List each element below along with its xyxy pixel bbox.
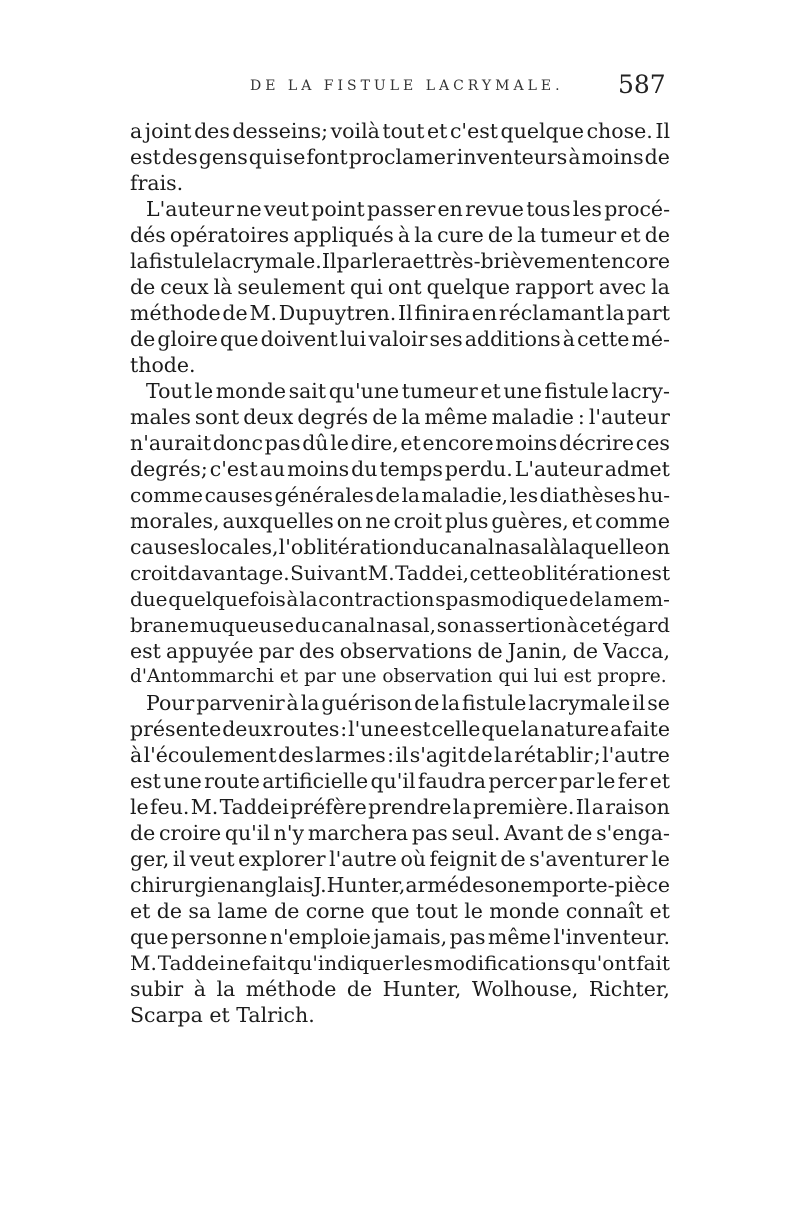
text-line: a joint des desseins; voilà tout et c'est quelque chose. Il xyxy=(130,119,670,143)
text-line: subir à la méthode de Hunter, Wolhouse, Richter, xyxy=(130,977,670,1001)
paragraph xyxy=(130,690,670,1028)
text-line: d'Antommarchi et par une observation qui lui est propre. xyxy=(130,666,667,687)
text-line: Pour parvenir à la guérison de la fistule lacrymale il se xyxy=(146,691,670,715)
text-line: L'auteur ne veut point passer en revue tous les procé- xyxy=(146,197,670,221)
page-number: 587 xyxy=(618,70,666,99)
text-line: males sont deux degrés de la même maladie : l'auteur xyxy=(130,405,670,429)
text-line: et de sa lame de corne que tout le monde connaît et xyxy=(130,899,670,923)
paragraph xyxy=(130,378,670,690)
text-line: Scarpa et Talrich. xyxy=(130,1003,315,1027)
text-line: de croire qu'il n'y marchera pas seul. Avant de s'enga- xyxy=(130,821,670,845)
text-line: ger, il veut explorer l'autre où feignit de s'aventurer le xyxy=(130,847,670,871)
paragraph xyxy=(130,196,670,378)
text-line: brane muqueuse du canal nasal, son assertion à cet égard xyxy=(130,613,670,637)
text-line: M. Taddei ne fait qu'indiquer les modifications qu'ont fait xyxy=(130,951,670,975)
text-line: présente deux routes : l'une est celle que la nature a faite xyxy=(130,717,670,741)
text-line: frais. xyxy=(130,171,184,195)
text-line: dés opératoires appliqués à la cure de la tumeur et de xyxy=(130,223,670,247)
text-line: que personne n'emploie jamais, pas même l'inventeur. xyxy=(130,925,670,949)
text-line: causes locales, l'oblitération du canal nasal à laquelle on xyxy=(130,535,670,559)
text-line: due quelquefois à la contraction spasmodique de la mem- xyxy=(130,587,670,611)
text-line: est une route artificielle qu'il faudra percer par le fer et xyxy=(130,769,670,793)
text-line: méthode de M. Dupuytren. Il finira en réclamant la part xyxy=(130,301,670,325)
text-line: chirurgien anglais J. Hunter, armé de son emporte-pièce xyxy=(130,873,670,897)
body-text xyxy=(130,118,670,1028)
paragraph xyxy=(130,118,670,196)
text-line: comme causes générales de la maladie, les diathèses hu- xyxy=(130,483,670,507)
text-line: morales, auxquelles on ne croit plus guères, et comme xyxy=(130,509,670,533)
text-line: croit davantage. Suivant M. Taddei, cette oblitération est xyxy=(130,561,670,585)
text-line: de gloire que doivent lui valoir ses additions à cette mé- xyxy=(130,327,670,351)
text-line: la fistule lacrymale. Il parlera et très-brièvement encore xyxy=(130,249,670,273)
text-line: n'aurait donc pas dû le dire, et encore moins décrire ces xyxy=(130,431,670,455)
text-line: Tout le monde sait qu'une tumeur et une fistule lacry- xyxy=(146,379,670,403)
text-line: est des gens qui se font proclamer inventeurs à moins de xyxy=(130,145,670,169)
running-head: DE LA FISTULE LACRYMALE. xyxy=(250,78,564,94)
text-line: à l'écoulement des larmes : il s'agit de la rétablir ; l'autre xyxy=(130,743,670,767)
text-line: le feu. M. Taddei préfère prendre la première. Il a raison xyxy=(130,795,670,819)
text-line: est appuyée par des observations de Janin, de Vacca, xyxy=(130,639,670,663)
text-line: de ceux là seulement qui ont quelque rapport avec la xyxy=(130,275,670,299)
text-line: degrés; c'est au moins du temps perdu. L'auteur admet xyxy=(130,457,670,481)
text-line: thode. xyxy=(130,353,196,377)
